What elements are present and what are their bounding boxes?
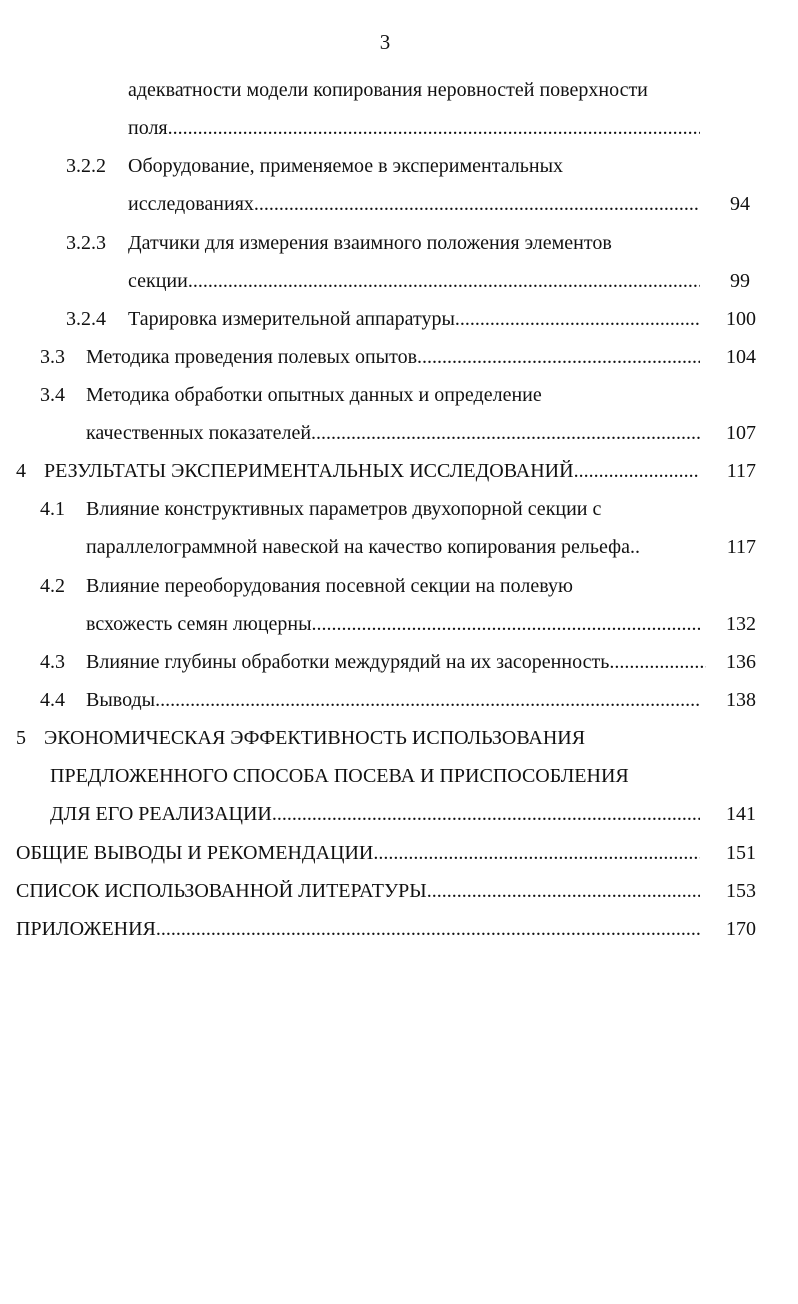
toc-text-line: Влияние переоборудования посевной секции на полевую	[86, 575, 573, 597]
toc-number: 3.2.3	[66, 232, 106, 254]
toc-text-line: качественных показателей	[86, 422, 312, 444]
toc-page: 117	[726, 460, 756, 482]
toc-page: 138	[726, 689, 756, 711]
toc-leader-line	[86, 609, 700, 639]
toc-text-line: поля	[128, 117, 168, 139]
toc-leader-line	[86, 685, 700, 715]
toc-number: 3.4	[40, 384, 65, 406]
toc-page: 94	[730, 193, 750, 215]
toc-text-line: РЕЗУЛЬТАТЫ ЭКСПЕРИМЕНТАЛЬНЫХ ИССЛЕДОВАНИЙ	[44, 460, 574, 482]
toc-number: 4	[16, 460, 26, 482]
toc-text-line: Методика обработки опытных данных и определение	[86, 384, 542, 406]
dot-leader	[254, 189, 700, 219]
toc-text-line: ДЛЯ ЕГО РЕАЛИЗАЦИИ	[50, 803, 272, 825]
toc-text-line: Влияние конструктивных параметров двухопорной секции с	[86, 498, 602, 520]
toc-number: 4.4	[40, 689, 65, 711]
toc-text-line: Датчики для измерения взаимного положения элементов	[128, 232, 612, 254]
dot-leader	[168, 113, 700, 143]
toc-leader-line	[50, 799, 700, 829]
toc-text-line: Влияние глубины обработки междурядий на их засоренность	[86, 651, 610, 673]
dot-leader	[427, 876, 700, 906]
toc-text-line: ПРИЛОЖЕНИЯ	[16, 918, 156, 940]
dot-leader	[311, 418, 700, 448]
toc-leader-line	[128, 304, 700, 334]
dot-leader	[417, 342, 700, 372]
toc-leader-line	[128, 113, 700, 143]
toc-leader-line	[128, 266, 700, 296]
toc-page: 99	[730, 270, 750, 292]
toc-text-line: исследованиях	[128, 193, 254, 215]
toc-text-line: Тарировка измерительной аппаратуры	[128, 308, 455, 330]
dot-leader	[373, 838, 700, 868]
toc-page: 151	[726, 842, 756, 864]
dot-leader	[609, 647, 706, 677]
toc-number: 4.3	[40, 651, 65, 673]
toc-number: 5	[16, 727, 26, 749]
toc-text-line: Выводы	[86, 689, 156, 711]
dot-leader	[155, 685, 700, 715]
toc-text-line: ЭКОНОМИЧЕСКАЯ ЭФФЕКТИВНОСТЬ ИСПОЛЬЗОВАНИЯ	[44, 727, 586, 749]
toc-text-line: Оборудование, применяемое в экспериментальных	[128, 155, 564, 177]
toc-number: 3.2.2	[66, 155, 106, 177]
toc-number: 3.2.4	[66, 308, 106, 330]
dot-leader	[455, 304, 700, 334]
toc-leader-line	[86, 647, 706, 677]
toc-text-line: ПРЕДЛОЖЕННОГО СПОСОБА ПОСЕВА И ПРИСПОСОБЛЕНИЯ	[50, 765, 629, 787]
toc-text-line: ОБЩИЕ ВЫВОДЫ И РЕКОМЕНДАЦИИ	[16, 842, 374, 864]
dot-leader	[188, 266, 700, 296]
toc-leader-line	[16, 914, 700, 944]
toc-text-line: Методика проведения полевых опытов	[86, 346, 418, 368]
toc-leader-line	[16, 876, 700, 906]
toc-page: 104	[726, 346, 756, 368]
toc-page: 107	[726, 422, 756, 444]
page-number: 3	[379, 30, 391, 54]
toc-number: 4.1	[40, 498, 65, 520]
toc-page: 117	[726, 536, 756, 558]
toc-text-line: всхожесть семян люцерны	[86, 613, 312, 635]
toc-leader-line	[16, 838, 700, 868]
toc-text-line: адекватности модели копирования неровностей поверхности	[128, 79, 648, 101]
toc-page: 141	[726, 803, 756, 825]
toc-text-line: параллелограммной навеской на качество копирования рельефа..	[86, 536, 640, 558]
toc-leader-line	[44, 456, 700, 486]
toc-page: 136	[726, 651, 756, 673]
toc-number: 4.2	[40, 575, 65, 597]
toc-leader-line	[86, 418, 700, 448]
toc-page: 153	[726, 880, 756, 902]
dot-leader	[156, 914, 700, 944]
toc-text-line: секции	[128, 270, 188, 292]
dot-leader	[272, 799, 700, 829]
toc-page: 100	[726, 308, 756, 330]
dot-leader	[312, 609, 700, 639]
toc-number: 3.3	[40, 346, 65, 368]
toc-leader-line	[128, 189, 700, 219]
dot-leader	[574, 456, 700, 486]
toc-page: 132	[726, 613, 756, 635]
toc-page: 170	[726, 918, 756, 940]
toc-leader-line	[86, 342, 700, 372]
toc-text-line: СПИСОК ИСПОЛЬЗОВАННОЙ ЛИТЕРАТУРЫ	[16, 880, 427, 902]
